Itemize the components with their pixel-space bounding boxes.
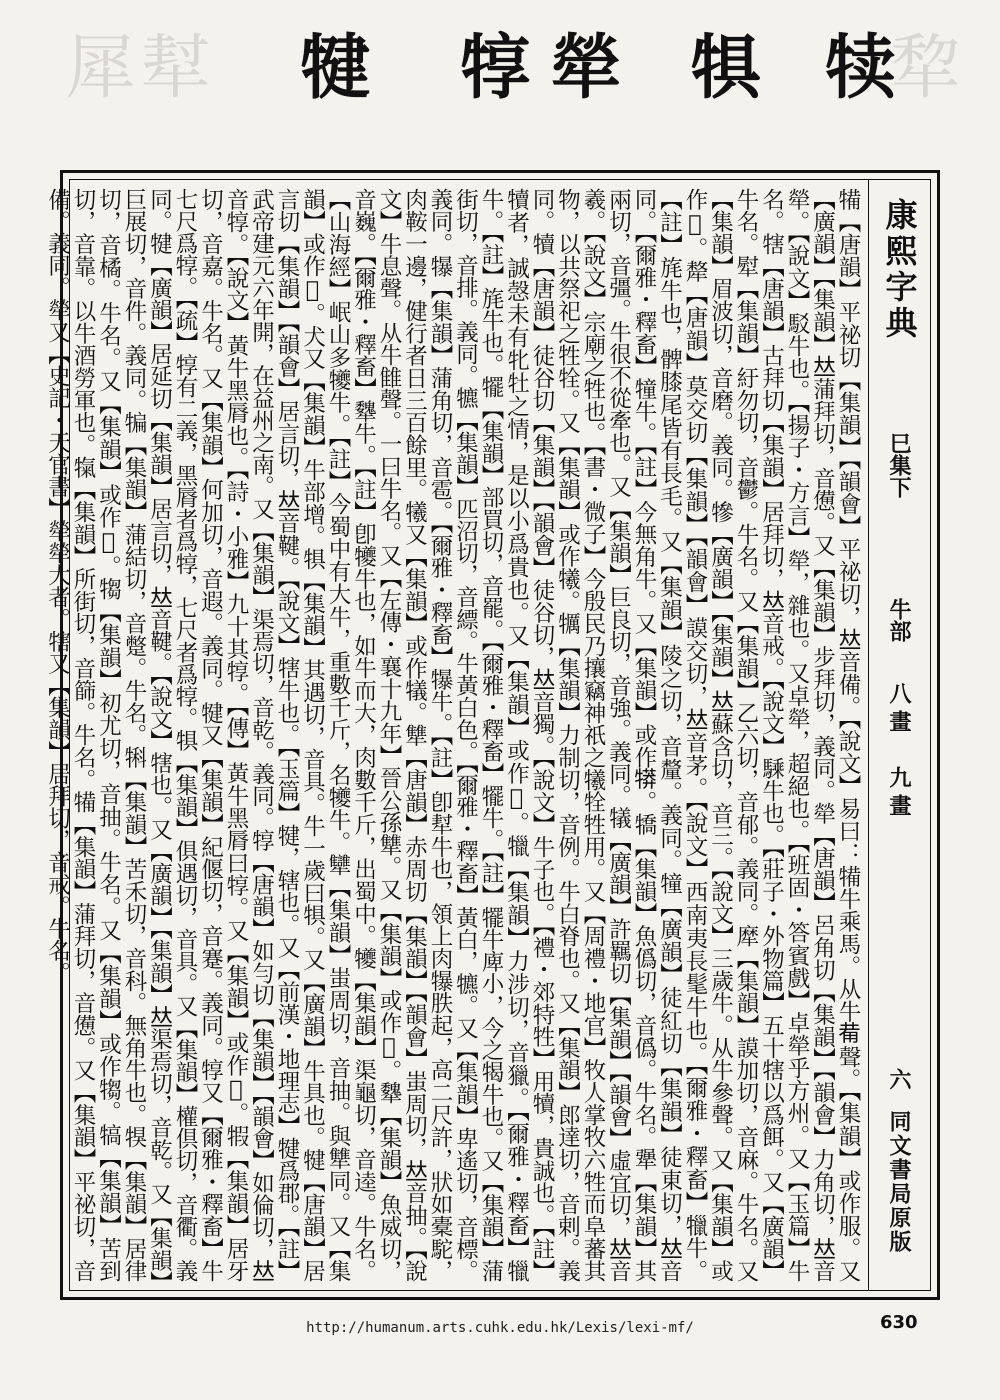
page-label: 六: [886, 1068, 912, 1090]
seal-char-faint-2: 犎: [129, 30, 211, 94]
seal-char-3: 犖: [539, 30, 622, 94]
publisher-label: 同文書局原版: [886, 1110, 912, 1254]
seal-char-faint-1: 犀: [54, 30, 136, 94]
seal-char-4: 犋: [679, 30, 762, 94]
page-number: 630: [880, 1312, 918, 1333]
radical-label: 牛部: [886, 598, 912, 642]
dictionary-title: 康熙字典: [880, 198, 919, 342]
section-label: 巳集下: [886, 432, 912, 498]
seal-char-1: 犍: [289, 30, 372, 94]
seal-char-2: 犉: [449, 30, 532, 94]
seal-script-row: [40, 30, 960, 150]
seal-char-5: 犊: [814, 30, 897, 94]
seal-char-faint-3: 犂: [879, 30, 961, 94]
page-frame: [44, 170, 940, 1300]
page-inner-border: [44, 179, 931, 1291]
source-url-link[interactable]: http://humanum.arts.cuhk.edu.hk/Lexis/lexi-mf/: [306, 1320, 694, 1336]
header-band: [868, 180, 930, 1290]
dictionary-entries: 犕【唐韻】平祕切【集韻】【韻會】平祕切，𠀤音備。【說文】易曰：犕牛乘馬。从牛𤰇聲。【集韻】或作服。又【廣韻】【集韻】𠀤蒲拜切，音憊。又【集韻】步拜切，義同。犖【唐韻】呂角切【集韻】【韻會】力角切，𠀤音犖。【說文】駁牛也。【揚子・方言】犖，雜也。又卓犖，超絕也。【班固・答賓戲】卓犖乎方州。又【玉篇】牛名。犗【唐韻】古拜切【集韻】居拜切，𠀤音戒。【說文】騬牛也。【莊子・外物篇】五十犗以爲餌。又【廣韻】牛名。犚【集韻】紆勿切，音鬱。牛名。又【集韻】乙六切，音郁。義同。犘【集韻】謨加切，音麻。牛名。又【集韻】眉波切，音磨。義同。犙【廣韻】【集韻】𠀤蘇含切，音三。【說文】三歲牛。从牛參聲。又【集韻】或作𤛓。犛【唐韻】莫交切【集韻】【韻會】謨交切，𠀤音茅。【說文】西南夷長髦牛也。【爾雅・釋畜】犣牛。【註】旄牛也，髀膝尾皆有長毛。又【集韻】陵之切，音釐。義同。犝【廣韻】徒紅切【集韻】徒東切，𠀤音同。【爾雅・釋畜】犝牛。【註】今無角牛。又【集韻】或作𤛘。犞【集韻】魚僞切，音僞。牛名。犟【集韻】其兩切，音彊。牛很不從牽也。又【集韻】巨良切，音強。義同。犠【廣韻】許羈切【集韻】【韻會】虛宜切，𠀤音羲。【說文】宗廟之牲也。【書・微子】今殷民乃攘竊神祇之犧牷牲用。又【周禮・地官】牧人掌牧六牲而阜蕃其物，以共祭祀之牲牷。又【集韻】或作犧。犡【集韻】力制切，音例。牛白脊也。又【集韻】郎達切，音剌。義同。犢【唐韻】徒谷切【集韻】【韻會】徒谷切，𠀤音獨。【說文】牛子也。【禮・郊特牲】用犢，貴誠也。【註】犢者，誠愨未有牝牡之情，是以小爲貴也。又【集韻】或作𤘏。犣【集韻】力涉切，音獵。【爾雅・釋畜】犣牛。【註】旄牛也。犤【集韻】部買切，音罷。【爾雅・釋畜】犤牛。【註】犤牛庳小，今之㹇牛也。又【集韻】蒲街切，音排。義同。犥【集韻】匹沼切，音縹。牛黃白色。【爾雅・釋畜】黃白，犥。又【集韻】卑遙切，音標。義同。犦【集韻】蒲角切，音雹。【爾雅・釋畜】犦牛。【註】卽犎牛也，領上肉犦胅起，高二尺許，狀如橐駝，肉鞍一邊，健行者日三百餘里。犧又【集韻】或作犠。犨【唐韻】赤周切【集韻】【韻會】蚩周切，𠀤音抽。【說文】牛息聲。从牛雔聲。一曰牛名。又【左傳・襄十九年】晉公孫犨。又【集韻】或作𤛢。犩【集韻】魚威切，音巍。【爾雅・釋畜】犩牛。【註】卽犪牛也，如牛而大，肉數千斤，出蜀中。犪【集韻】渠龜切，音逵。牛名。【山海經】岷山多犪牛。【註】今蜀中有大牛，重數千斤，名犪牛。犫【集韻】蚩周切，音抽。與犨同。又【集韻】或作𤛣。犬又【集韻】牛部增。犋【集韻】其遇切，音具。牛一歲曰犋。又【廣韻】牛具也。犍【唐韻】居言切【集韻】【韻會】居言切，𠀤音鞬。【說文】犗牛也。【玉篇】犍，辖也。又【前漢・地理志】犍爲郡。【註】武帝建元六年開，在益州之南。又【集韻】渠焉切，音乾。義同。犉【唐韻】如勻切【集韻】【韻會】如倫切，𠀤音犉。【說文】黃牛黑脣也。【詩・小雅】九十其犉。【傳】黃牛黑脣曰犉。又【集韻】或作𤚋。犌【集韻】居牙切，音嘉。牛名。又【集韻】何加切，音遐。義同。犍又【集韻】紀偃切，音蹇。義同。犉又【爾雅・釋畜】牛七尺爲犉。【疏】犉有二義，黑脣者爲犉，七尺者爲犉。犋【集韻】俱遇切，音具。又【集韻】權倶切，音衢。義同。犍【廣韻】居延切【集韻】居言切，𠀤音鞬。【說文】犗也。又【廣韻】【集韻】𠀤渠焉切，音乾。又【集韻】巨展切，音件。義同。犏【集韻】蒲結切，音蹩。牛名。犐【集韻】苦禾切，音科。無角牛也。犑【集韻】居律切，音橘。牛名。又【集韻】或作𤙢。犓【集韻】初尤切，音抽。牛名。又【集韻】或作犓。犒【集韻】苦到切，音靠。以牛酒勞軍也。犔【集韻】所街切，音篩。牛名。犕【集韻】蒲拜切，音憊。又【集韻】平祕切，音備。義同。犖又【史記・天官書】犖犖大者。犗又【集韻】居拜切，音戒。牛名。: [44, 188, 861, 1282]
stroke-count-label: 八畫 九畫: [886, 682, 912, 822]
